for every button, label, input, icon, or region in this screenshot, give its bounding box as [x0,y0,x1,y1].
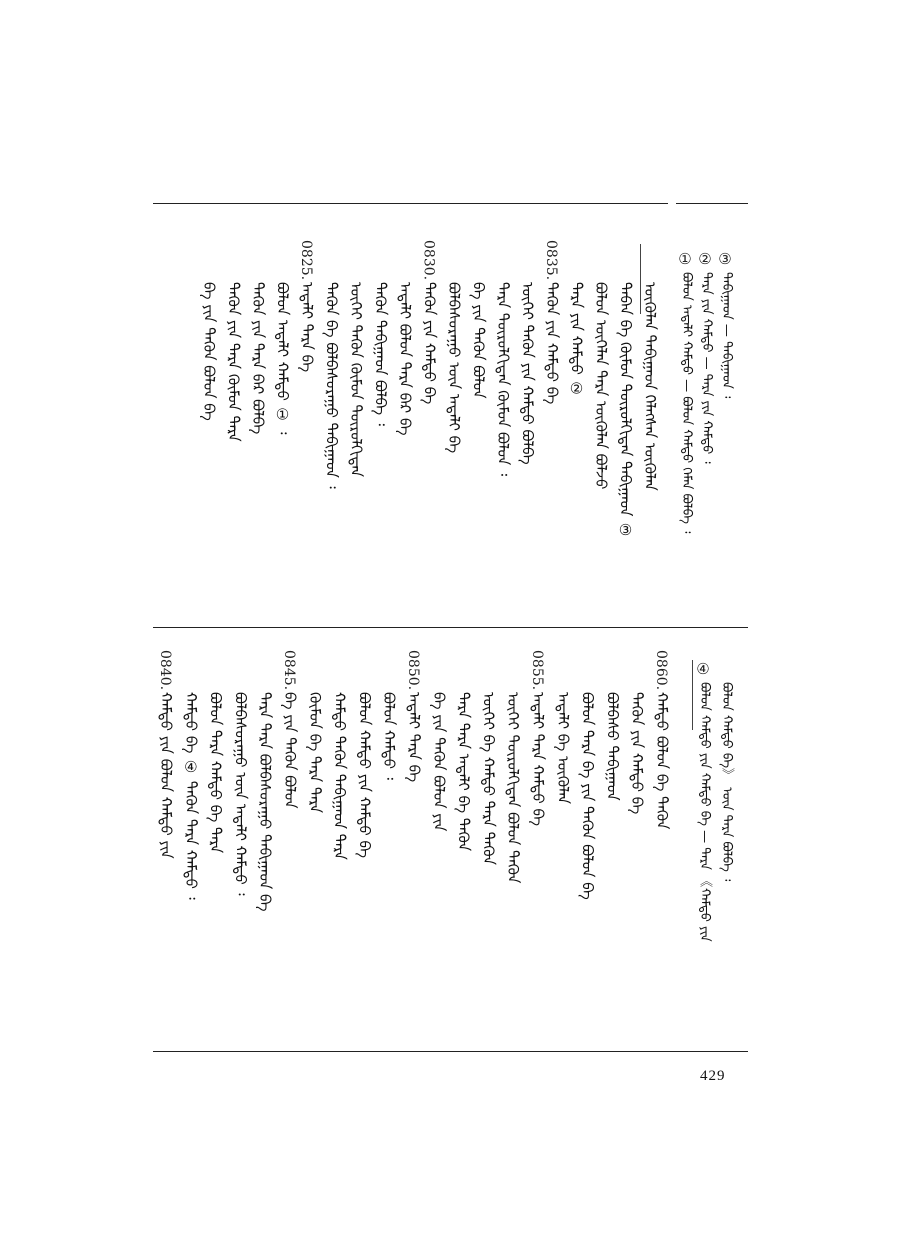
verse-line: ᠲᠡᠭᠦᠨ ᠪᠠ ᠪᠣᠯᠪᠠᠰᠤᠷᠠᠭᠤ ᠲᠠᠪᠢᠭᠠᠳ ᠄ [322,282,341,489]
footnote-marker: ② [696,250,714,268]
footnote-line: ᠲᠡᠷᠡ ᠶᠢᠨ ᠬᠠᠮᠲᠤ — ᠲᠡᠷᠡ ᠶᠢᠨ ᠬᠠᠮᠲᠤ ᠄ [699,272,714,464]
footnote-marker: ④ [694,660,712,678]
verse-line: ᠪᠣᠯᠤᠨ ᠬᠠᠮᠲᠤ ᠄ [380,692,399,780]
verse-line: ᠦᠭᠡᠢ ᠲᠡᠭᠦᠨ ᠬᠦᠮᠦᠨ ᠲᠦᠷᠦᠯᠬᠢᠲᠡᠨ [347,282,365,478]
verse-line: ᠬᠠᠮᠲᠤ ᠶᠢᠨ ᠪᠣᠯᠤᠨ ᠬᠠᠮᠲᠤ ᠶᠢᠨ [157,692,175,859]
verse-line: ᠠᠳᠠᠯᠢ ᠲᠡᠷᠡ ᠪᠠ [405,692,423,783]
line-number: 0845. [281,650,297,691]
verse-line: ᠪᠣᠯᠤᠨ ᠲᠡᠷᠡ ᠪᠠ ᠶᠢᠨ ᠲᠡᠭᠦᠨ ᠪᠣᠯᠤᠨ ᠪᠠ [578,692,597,900]
line-number: 0835. [543,240,559,281]
top-rule-short [676,203,748,204]
verse-line: ᠲᠡᠭᠦᠨ ᠶᠢᠨ ᠲᠡᠷᠡ ᠬᠦᠮᠦᠨ ᠲᠡᠷᠡ [224,282,243,442]
verse-line: ᠬᠦᠮᠦᠨ ᠪᠠ ᠲᠡᠷᠡ ᠲᠡᠷᠡ [305,692,324,814]
verse-line: ᠲᠡᠷᠡ ᠶᠢᠨ ᠬᠠᠮᠲᠤ ② [567,282,586,398]
verse-line: ᠲᠡᠷᠡ ᠲᠦᠷᠦᠯᠬᠢᠲᠡᠨ ᠬᠦᠮᠦᠨ ᠪᠣᠯᠤᠨ ᠄ [494,282,512,477]
line-number: 0855. [529,650,545,691]
lower-footnote-separator [692,660,693,730]
line-number: 0830. [420,240,437,281]
verse-line: ᠠᠳᠠᠯᠢ ᠪᠣᠯᠤᠨ ᠲᠡᠷᠡ ᠪᠠᠷ ᠪᠠ [396,282,414,436]
verse-line: ᠪᠠ ᠶᠢᠨ ᠲᠡᠭᠦᠨ ᠪᠣᠯᠤᠨ [469,282,488,399]
footnote-marker: ③ [716,250,734,268]
verse-line: ᠲᠡᠷᠡ ᠲᠡᠷᠡ ᠠᠳᠠᠯᠢ ᠪᠠ ᠲᠡᠭᠦᠨ [454,692,473,852]
verse-line: ᠲᠡᠭᠦᠨ ᠶᠢᠨ ᠲᠡᠷᠡ ᠪᠠᠷ ᠪᠣᠯᠪᠠ [249,282,267,435]
verse-line: ᠠᠳᠠᠯᠢ ᠲᠡᠷᠡ ᠪᠠ [298,282,316,373]
verse-line: ᠬᠠᠮᠲᠤ ᠪᠣᠯᠤᠨ ᠪᠠ ᠲᠡᠭᠦᠨ [653,692,671,830]
verse-line: ᠪᠣᠯᠪᠠᠰᠤ ᠲᠠᠪᠢᠭᠠᠳ [603,692,622,801]
verse-line: ᠪᠠ ᠶᠢᠨ ᠲᠡᠭᠦᠨ ᠪᠣᠯᠤᠨ [281,692,299,809]
line-number: 0825. [298,240,314,281]
verse-line: ᠲᠡᠭᠦᠨ ᠶᠢᠨ ᠬᠠᠮᠲᠤ ᠪᠠ [628,692,647,815]
verse-line: ᠲᠡᠭᠦᠨ ᠲᠠᠪᠢᠭᠠᠳ ᠪᠣᠯᠪᠠ ᠄ [371,282,390,426]
verse-line: ᠲᠡᠭᠦᠨ ᠶᠢᠨ ᠬᠠᠮᠲᠤ ᠪᠠ [543,282,561,405]
verse-line: ᠪᠣᠯᠤᠨ ᠬᠠᠮᠲᠤ ᠶᠢᠨ ᠬᠠᠮᠲᠤ ᠪᠠ [355,692,374,859]
verse-line: ᠪᠠ ᠶᠢᠨ ᠲᠡᠭᠦᠨ ᠪᠣᠯᠤᠨ ᠪᠠ [200,282,218,421]
verse-line: ᠠᠳᠠᠯᠢ ᠪᠠ ᠦᠭᠦᠯᠡᠨ [553,692,572,805]
verse-line: ᠲᠠᠪᠠᠨ ᠪᠠ ᠬᠦᠮᠦᠨ ᠲᠦᠷᠦᠯᠬᠢᠲᠡᠨ ᠲᠠᠪᠢᠭᠠᠳ ③ [616,282,635,540]
verse-line: ᠪᠠ ᠶᠢᠨ ᠲᠡᠭᠦᠨ ᠪᠣᠯᠤᠨ ᠶᠢᠨ [429,692,448,832]
verse-line: ᠦᠭᠡᠢ ᠲᠦᠷᠦᠯᠬᠢᠲᠡᠨ ᠪᠣᠯᠤᠨ ᠲᠡᠭᠦᠨ [504,692,523,884]
verse-line: ᠪᠣᠯᠪᠠᠰᠤᠷᠠᠭᠤ ᠦᠨ ᠠᠳᠠᠯᠢ ᠪᠠ [445,282,463,454]
line-number: 0840. [157,650,173,691]
footnote-marker: ① [676,250,694,268]
verse-line: ᠦᠭᠦᠯᠡᠨ ᠲᠠᠪᠢᠭᠠᠳ ᠬᠡᠯᠡᠭᠰᠡᠨ ᠦᠬᠦᠯᠡᠨ [641,282,659,491]
verse-line: ᠪᠣᠯᠪᠠᠰᠤᠷᠠᠭᠤ ᠦᠨ ᠠᠳᠠᠯᠢ ᠬᠠᠮᠲᠤ ᠄ [231,692,250,896]
verse-line: ᠬᠠᠮᠲᠤ ᠲᠡᠭᠦᠨ ᠲᠠᠪᠢᠭᠠᠳ ᠲᠡᠷᠡ [330,692,349,860]
verse-line: ᠠᠳᠠᠯᠢ ᠲᠡᠷᠡ ᠬᠠᠮᠲᠤ ᠪᠠ [529,692,547,827]
verse-line: ᠦᠭᠡᠢ ᠪᠠ ᠬᠠᠮᠲᠤ ᠲᠡᠷᠡ ᠲᠡᠭᠦᠨ [479,692,498,865]
verse-line: ᠪᠣᠯᠤᠨ ᠲᠡᠷᠡ ᠬᠠᠮᠲᠤ ᠪᠠ ᠲᠡᠷᠡ [206,692,225,854]
footnote-line: ᠪᠣᠯᠤᠨ ᠬᠠᠮᠲᠤ ᠶᠢᠨ ᠬᠠᠮᠲᠤ ᠪᠠ — ᠲᠡᠷᠡ 《ᠬᠠᠮᠲᠤ ᠶᠢᠨ [697,682,712,942]
line-number: 0860. [653,650,669,691]
footnote-line: ᠪᠣᠯᠤᠨ ᠬᠠᠮᠲᠤ ᠪᠠ》 ᠦᠨ ᠲᠡᠷᠡ ᠪᠣᠯᠪᠠ ᠄ [719,682,734,882]
verse-line: ᠦᠭᠡᠢ ᠲᠡᠭᠦᠨ ᠶᠢᠨ ᠬᠠᠮᠲᠤ ᠪᠣᠯᠪᠠ [518,282,537,465]
top-rule-long [153,203,668,204]
page-number: 429 [700,1068,726,1084]
verse-line: ᠪᠣᠯᠤᠨ ᠠᠳᠠᠯᠢ ᠬᠠᠮᠲᠤ ① ᠄ [273,282,292,435]
verse-line: ᠲᠡᠭᠦᠨ ᠶᠢᠨ ᠬᠠᠮᠲᠤ ᠪᠠ [420,282,439,405]
verse-line: ᠪᠣᠯᠤᠨ ᠦᠬᠡᠯᠡᠨ ᠲᠡᠷᠡ ᠦᠬᠦᠯᠡᠨ ᠪᠣᠯᠵᠤ [592,282,610,490]
line-number: 0850. [405,650,421,691]
bottom-rule [153,1051,748,1052]
footnote-line: ᠲᠠᠪᠢᠭᠠᠳ — ᠲᠠᠪᠢᠭᠠᠳ ᠄ [719,272,734,399]
footnote-line: ᠪᠣᠯᠤᠨ ᠠᠳᠠᠯᠢ ᠬᠠᠮᠲᠤ — ᠪᠣᠯᠤᠨ ᠬᠠᠮᠲᠤ ᠬᠡᠮᠡᠨ ᠪᠣᠯᠪᠠ ᠄ [679,272,694,534]
verse-line: ᠬᠠᠮᠲᠤ ᠪᠠ ④ ᠲᠡᠭᠦᠨ ᠲᠡᠷᠡ ᠬᠠᠮᠲᠤ ᠄ [181,692,200,900]
verse-line: ᠲᠡᠷᠡ ᠲᠡᠷᠡ ᠪᠣᠯᠪᠠᠰᠤᠷᠠᠭᠤ ᠲᠠᠪᠢᠭᠠᠳ ᠪᠠ [256,692,275,912]
middle-rule [153,627,748,628]
